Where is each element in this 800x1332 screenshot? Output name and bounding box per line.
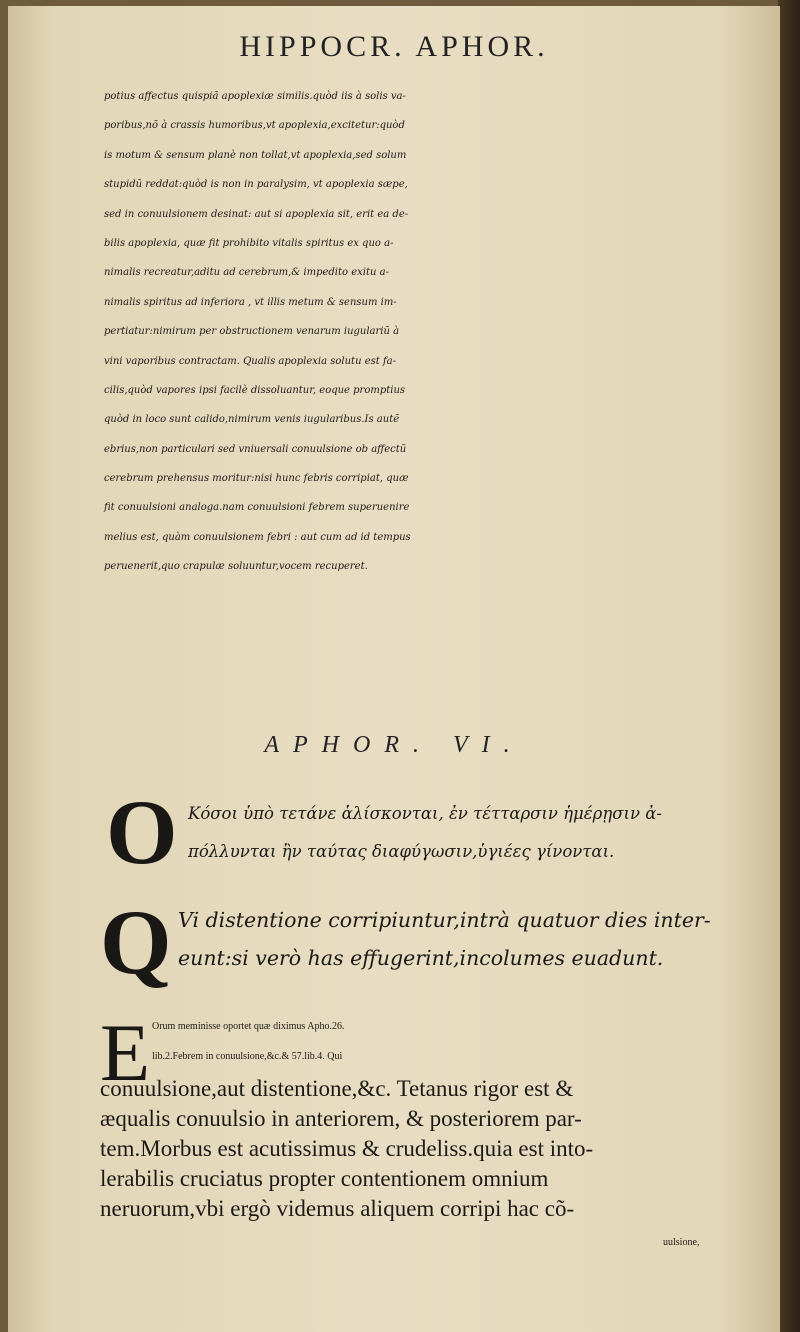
- aphorism-heading: APHOR. VI.: [264, 732, 524, 758]
- text-line: poribus,nõ à crassis humoribus,vt apoplexia,excitetur:quòd: [104, 120, 405, 132]
- text-line: stupidũ reddat:quòd is non in paralysim, vt apoplexia sæpe,: [104, 179, 408, 191]
- text-line: fit conuulsioni analoga.nam conuulsioni febrem superuenire: [104, 502, 410, 514]
- text-line: bilis apoplexia, quæ fit prohibito vitalis spiritus ex quo a-: [104, 237, 394, 249]
- text-line: vini vaporibus contractam. Qualis apoplexia solutu est fa-: [104, 355, 396, 367]
- running-header: HIPPOCR. APHOR.: [239, 30, 549, 63]
- catchword: uulsione,: [663, 1237, 700, 1248]
- latin-aphorism-line: Vi distentione corripiuntur,intrà quatuor dies inter-: [178, 908, 711, 932]
- book-spine-shadow: [778, 0, 800, 1332]
- text-line: potius affectus quispiã apoplexiæ similis.quòd iis à solis va-: [104, 91, 406, 102]
- latin-dropcap: Q: [100, 891, 172, 993]
- text-line: melius est, quàm conuulsionem febri : aut cum ad id tempus: [104, 531, 411, 543]
- text-line: pertiatur:nimirum per obstructionem venarum iugulariũ à: [104, 326, 400, 338]
- commentary-line: conuulsione,aut distentione,&c. Tetanus rigor est &: [100, 1076, 574, 1101]
- commentary-dropcap: E: [100, 1007, 151, 1098]
- greek-text-line: πόλλυνται ἢν ταύτας διαφύγωσιν,ὑγιέες γίνονται.: [188, 842, 615, 861]
- text-line: nimalis recreatur,aditu ad cerebrum,& impedito exitu a-: [104, 267, 389, 279]
- text-line: sed in conuulsionem desinat: aut si apoplexia sit, erit ea de-: [104, 208, 409, 220]
- text-line: nimalis spiritus ad inferiora , vt illis metum & sensum im-: [104, 296, 397, 308]
- text-line: cerebrum prehensus moritur:nisi hunc febris corripiat, quæ: [104, 473, 409, 485]
- text-line: peruenerit,quo crapulæ soluuntur,vocem recuperet.: [104, 561, 368, 573]
- greek-text-line: Κόσοι ὑπὸ τετάνε ἁλίσκονται, ἐν τέτταρσιν ἡμέρῃσιν ἀ-: [188, 804, 662, 823]
- commentary-text-block: [104, 82, 764, 582]
- latin-aphorism-line: eunt:si verò has effugerint,incolumes euadunt.: [178, 946, 664, 970]
- commentary-line: lerabilis cruciatus propter contentionem omnium: [100, 1166, 549, 1191]
- text-line: ebrius,non particulari sed vniuersali conuulsione ob affectũ: [104, 443, 407, 455]
- book-page: [8, 6, 780, 1332]
- commentary-line: tem.Morbus est acutissimus & crudeliss.quia est into-: [100, 1136, 594, 1161]
- text-line: quòd in loco sunt calido,nimirum venis iugularibus.Is autẽ: [104, 414, 400, 426]
- commentary-line: lib.2.Febrem in conuulsione,&c.& 57.lib.4. Qui: [152, 1051, 343, 1062]
- commentary-line: Orum meminisse oportet quæ diximus Apho.26.: [152, 1021, 345, 1032]
- text-line: is motum & sensum planè non tollat,vt apoplexia,sed solum: [104, 149, 407, 161]
- commentary-line: æqualis conuulsio in anteriorem, & posteriorem par-: [100, 1106, 582, 1131]
- greek-dropcap: O: [106, 781, 178, 883]
- commentary-line: neruorum,vbi ergò videmus aliquem corripi hac cõ-: [100, 1196, 575, 1221]
- text-line: cilis,quòd vapores ipsi facilè dissoluantur, eoque promptius: [104, 384, 406, 396]
